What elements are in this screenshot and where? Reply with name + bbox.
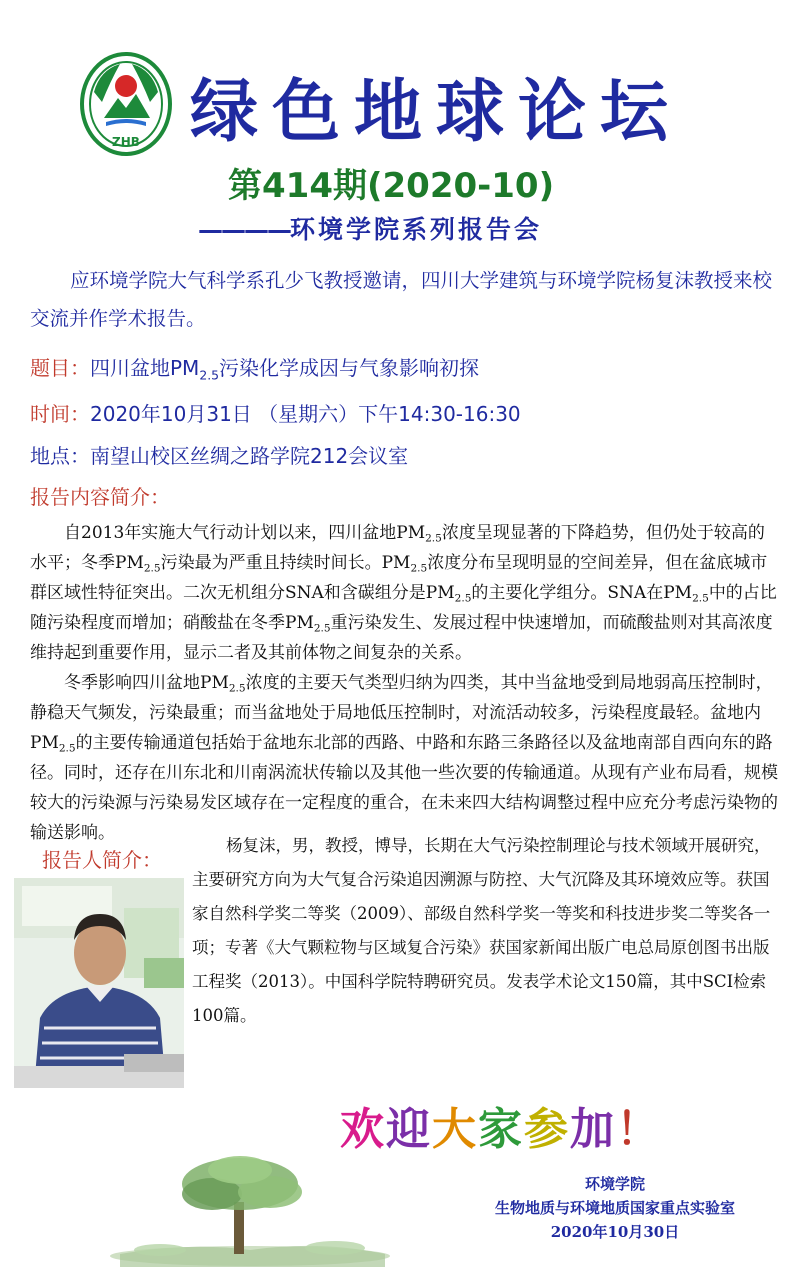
topic-sub: 2.5: [199, 367, 220, 383]
abstract-paragraph-2: 冬季影响四川盆地$PM_{2.5}$浓度的主要天气类型归纳为四类，其中当盆地受到局地弱高压控制时，静稳天气频发，污染最重；而当盆地处于局地低压控制时，对流活动较多，污染程度最轻。盆地内$PM_{2.5}$的主要传输通道包括始于盆地东北部的西路、中路和东路三条路径以及盆地南部自西向东的路径。同时，还存在川东北和川南涡流状传输以及其他一些次要的传输通道。从现有产业布局看，规模较大的污染源与污染易发区域存在一定程度的重合，在未来四大结构调整过程中应充分考虑污染物的输送影响。: [30, 673, 778, 843]
intro-paragraph: 应环境学院大气科学系孔少飞教授邀请，四川大学建筑与环境学院杨复沫教授来校交流并作学术报告。: [30, 269, 773, 330]
bio-heading: 报告人简介：: [42, 848, 162, 872]
footer-school: 环境学院: [584, 1175, 645, 1193]
footer-date: 2020年10月30日: [550, 1223, 680, 1241]
welcome-char: 大: [432, 1104, 478, 1155]
forum-logo: [80, 52, 172, 156]
footer-organizer: [440, 1172, 790, 1244]
series-name: [198, 210, 542, 246]
abstract-body: [30, 518, 778, 848]
series-label: 环境学院系列报告会: [290, 215, 543, 244]
place-value: 南望山校区丝绸之路学院212会议室: [90, 444, 409, 468]
footer-lab: 生物地质与环境地质国家重点实验室: [494, 1199, 735, 1217]
time-label: 时间：: [30, 402, 90, 426]
bio-text: 杨复沫，男，教授，博导，长期在大气污染控制理论与技术领域开展研究，主要研究方向为大气复合污染追因溯源与防控、大气沉降及其环境效应等。获国家自然科学奖二等奖（2009）、部级自然科学奖一等奖和科技进步奖二等奖各一项；专著《大气颗粒物与区域复合污染》获国家新闻出版广电总局原创图书出版工程奖（2013）。中国科学院特聘研究员。发表学术论文150篇，其中SCI检索100篇。: [192, 836, 771, 1025]
welcome-char: 迎: [386, 1104, 432, 1155]
series-dash: ————: [198, 215, 290, 244]
welcome-char: 加: [570, 1104, 616, 1155]
abstract-heading: 报告内容简介：: [30, 485, 170, 509]
forum-title: 绿色地球论坛: [190, 72, 683, 152]
logo-text: ZHB: [112, 135, 140, 149]
tree-illustration: [100, 1150, 400, 1267]
welcome-char: 家: [478, 1104, 524, 1155]
issue-number: 第414期(2020-10): [228, 166, 555, 206]
topic-pre: 四川盆地PM: [90, 356, 200, 380]
place-label: 地点：: [30, 444, 90, 468]
topic-label: 题目：: [30, 356, 90, 380]
speaker-photo: [14, 878, 184, 1088]
place-line: [30, 440, 408, 469]
topic-line: [30, 352, 479, 381]
abstract-paragraph-1: 自2013年实施大气行动计划以来，四川盆地$PM_{2.5}$浓度呈现显著的下降趋势，但仍处于较高的水平；冬季$PM_{2.5}$污染最为严重且持续时间长。$PM_{2.5}$浓度分布呈现明显的空间差异，但在盆底城市群区域性特征突出。二次无机组分SNA和含碳组分是$PM_{2.5}$的主要化学组分。SNA在$PM_{2.5}$中的占比随污染程度而增加；硝酸盐在冬季$PM_{2.5}$重污染发生、发展过程中快速增加，而硫酸盐则对其高浓度维持起到重要作用，显示二者及其前体物之间复杂的关系。: [30, 523, 777, 663]
welcome-char: 欢: [340, 1104, 386, 1155]
welcome-char: 参: [524, 1104, 570, 1155]
time-line: [30, 398, 521, 427]
welcome-banner: [340, 1093, 662, 1157]
welcome-char: ！: [616, 1104, 662, 1155]
time-value: 2020年10月31日 （星期六）下午14:30-16:30: [90, 402, 521, 426]
topic-post: 污染化学成因与气象影响初探: [219, 356, 480, 380]
